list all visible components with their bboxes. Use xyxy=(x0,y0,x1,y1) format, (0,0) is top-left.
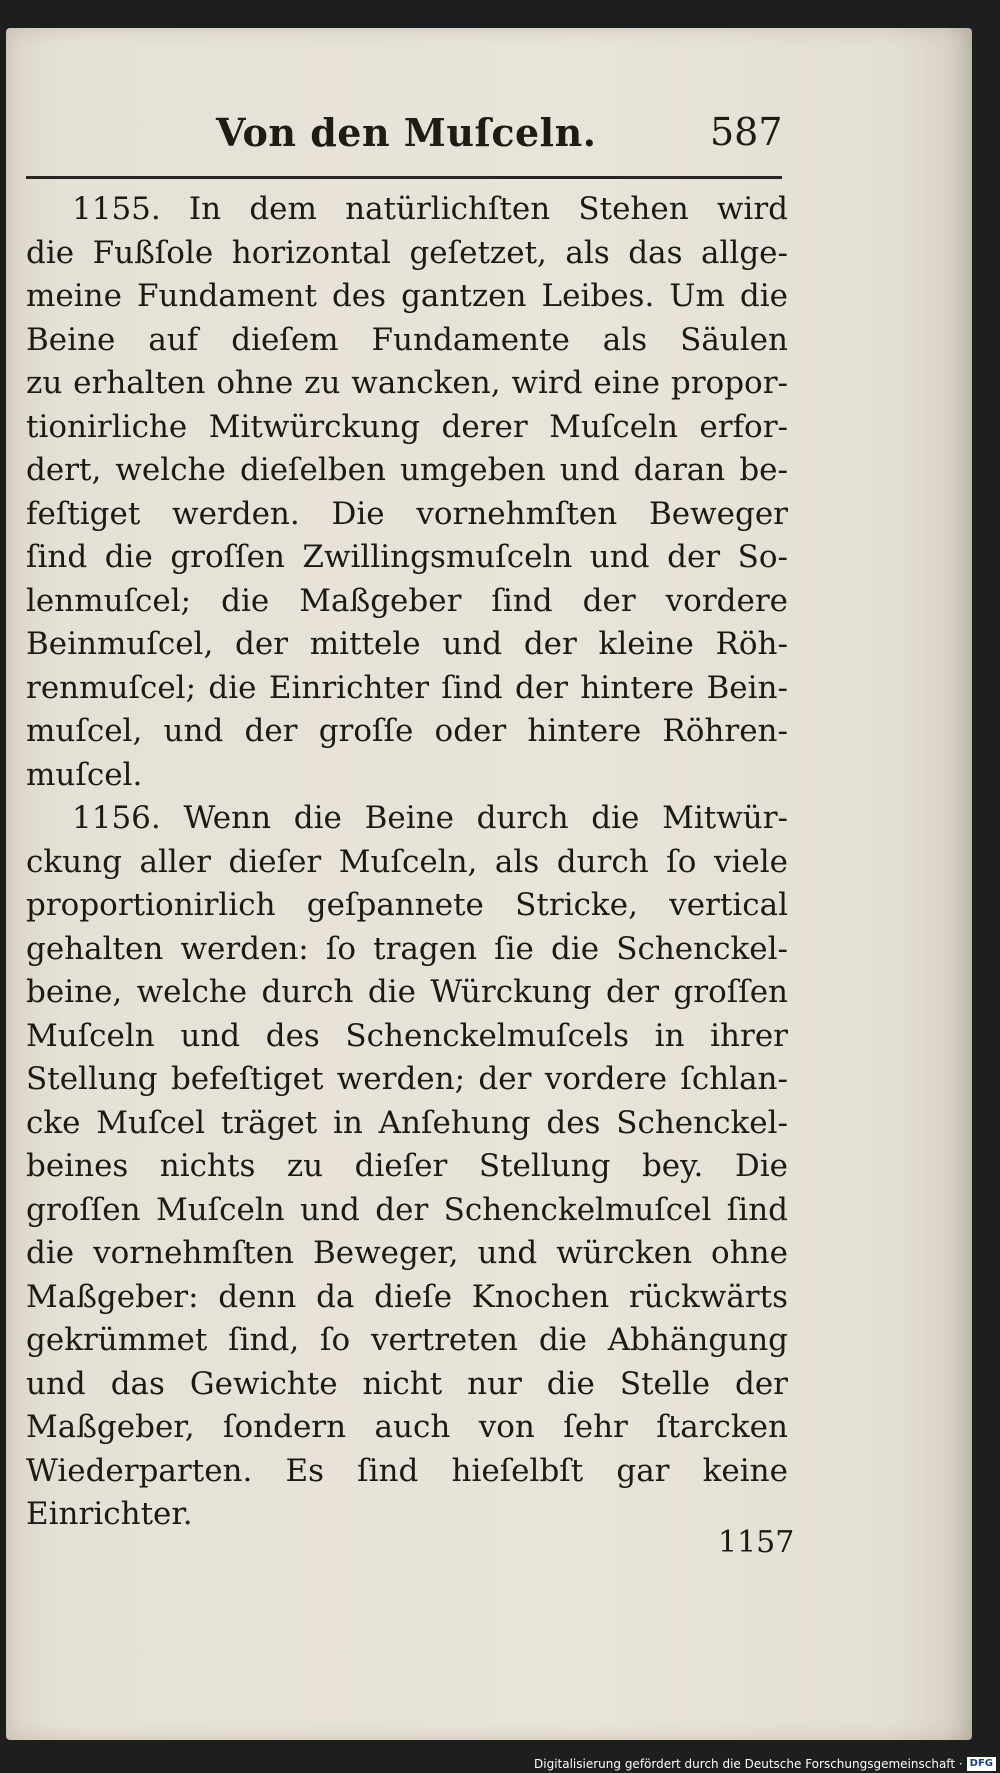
text-line: lenmuſcel; die Maßgeber ſind der vordere xyxy=(26,582,788,619)
book-page xyxy=(6,28,972,1740)
dfg-logo-icon: DFG xyxy=(967,1757,996,1771)
text-line: ſind die groſſen Zwillingsmuſceln und der So- xyxy=(26,539,788,575)
page-edge-shadow xyxy=(944,28,972,1740)
page-number: 587 xyxy=(710,110,783,154)
text-line: feſtiget werden. Die vornehmſten Beweger xyxy=(26,495,788,532)
text-line: gekrümmet ſind, ſo vertreten die Abhängung xyxy=(26,1322,788,1358)
body-text xyxy=(26,188,788,1537)
text-line: Wiederparten. Es ſind hieſelbſt gar keine xyxy=(26,1452,788,1489)
text-line: gehalten werden: ſo tragen ſie die Schenckel- xyxy=(26,930,788,967)
text-line: Muſceln und des Schenckelmuſcels in ihrer xyxy=(26,1017,788,1054)
text-line: Stellung befeſtiget werden; der vordere ſchlan- xyxy=(26,1061,788,1097)
text-line: zu erhalten ohne zu wancken, wird eine propor- xyxy=(26,365,788,401)
text-line: tionirliche Mitwürckung derer Muſceln erfor- xyxy=(26,408,788,445)
text-line: cke Muſcel träget in Anſehung des Schenckel- xyxy=(26,1104,788,1141)
credit-text: Digitalisierung gefördert durch die Deutsche Forschungsgemeinschaft · xyxy=(534,1757,963,1771)
text-line: beine, welche durch die Würckung der groſſen xyxy=(26,974,788,1010)
text-line: groſſen Muſceln und der Schenckelmuſcel ſind xyxy=(26,1191,788,1228)
text-line: dert, welche dieſelben umgeben und daran be- xyxy=(26,452,788,488)
text-line: 1155. In dem natürlichſten Stehen wird xyxy=(72,191,788,227)
text-line: meine Fundament des gantzen Leibes. Um die xyxy=(26,278,788,314)
text-line: Einrichter. xyxy=(26,1496,193,1532)
text-line: Maßgeber, ſondern auch von ſehr ſtarcken xyxy=(26,1409,788,1445)
text-line: renmuſcel; die Einrichter ſind der hintere Bein- xyxy=(26,669,788,706)
text-line: Beinmuſcel, der mittele und der kleine Röh- xyxy=(26,626,788,662)
digitization-credit xyxy=(534,1757,996,1771)
catchword: 1157 xyxy=(718,1525,795,1560)
text-line: und das Gewichte nicht nur die Stelle der xyxy=(26,1365,788,1402)
text-line: Maßgeber: denn da dieſe Knochen rückwärts xyxy=(26,1278,788,1315)
text-line: 1156. Wenn die Beine durch die Mitwür- xyxy=(72,800,788,836)
text-line: die vornehmſten Beweger, und würcken ohne xyxy=(26,1235,788,1271)
running-head: Von den Muſceln. xyxy=(216,110,597,155)
header-rule xyxy=(26,176,782,179)
text-line: proportionirlich geſpannete Stricke, vertical xyxy=(26,887,788,923)
text-line: die Fußſole horizontal geſetzet, als das allge- xyxy=(26,234,788,271)
text-line: Beine auf dieſem Fundamente als Säulen xyxy=(26,321,788,358)
text-line: muſcel. xyxy=(26,756,143,793)
text-line: muſcel, und der groſſe oder hintere Röhren- xyxy=(26,713,788,749)
text-line: beines nichts zu dieſer Stellung bey. Die xyxy=(26,1148,788,1184)
text-line: ckung aller dieſer Muſceln, als durch ſo viele xyxy=(26,843,788,880)
